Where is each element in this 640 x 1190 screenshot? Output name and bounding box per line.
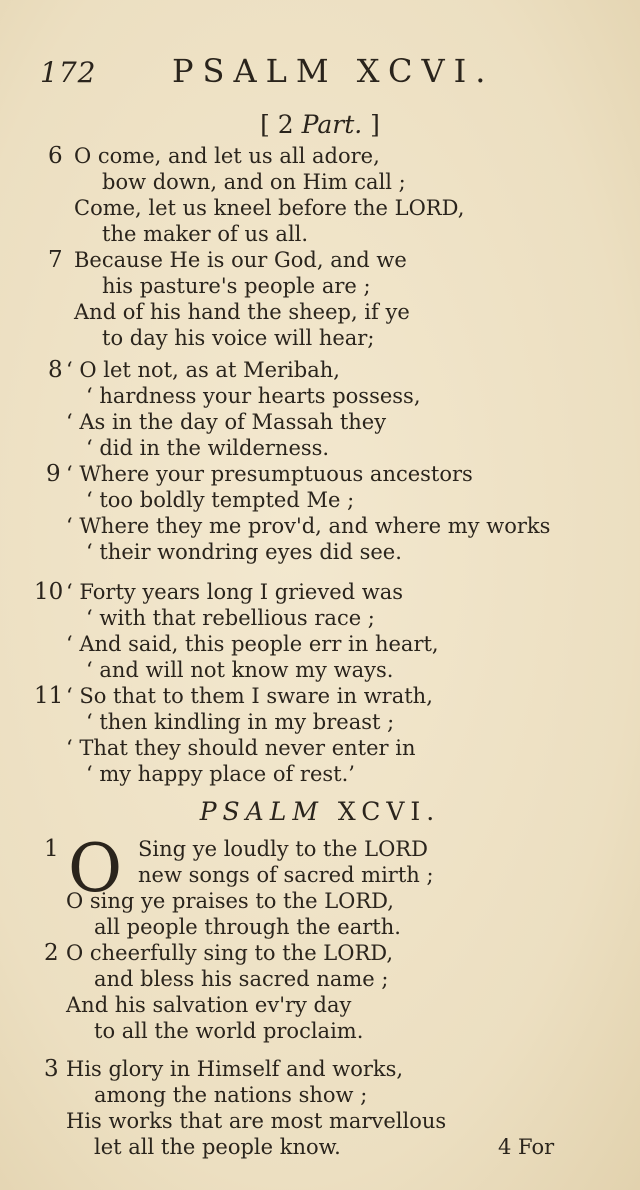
page-number: 172 (40, 56, 97, 89)
verse-line: ‘ As in the day of Massah they (66, 410, 387, 434)
verse-line: His glory in Himself and works, (66, 1057, 404, 1081)
verse-line: ‘ O let not, as at Meribah, (66, 358, 340, 382)
verse-line: all people through the earth. (94, 915, 401, 939)
drop-cap: O (68, 830, 123, 907)
verse-line: ‘ hardness your hearts possess, (86, 384, 421, 408)
verse-number: 9 (46, 461, 61, 487)
verse-line: O sing ye praises to the LORD, (66, 889, 394, 913)
verse-number: 7 (48, 247, 63, 273)
verse-line: ‘ then kindling in my breast ; (86, 710, 395, 734)
verse-line: to all the world proclaim. (94, 1019, 364, 1043)
verse-line: to day his voice will hear; (102, 326, 375, 350)
verse-line: Sing ye loudly to the LORD (138, 837, 428, 861)
verse-line: his pasture's people are ; (102, 274, 371, 298)
verse-line: among the nations show ; (94, 1083, 368, 1107)
verse-line: ‘ That they should never enter in (66, 736, 416, 760)
page-header (0, 52, 640, 96)
verse-line: His works that are most marvellous (66, 1109, 447, 1133)
verse-line: ‘ did in the wilderness. (86, 436, 330, 460)
verse-line: ‘ Where your presumptuous ancestors (66, 462, 473, 486)
catchword: 4 For (498, 1135, 555, 1159)
running-title: PSALM XCVI. (172, 52, 495, 90)
verse-line: Come, let us kneel before the LORD, (74, 196, 465, 220)
verse-line: ‘ And said, this people err in heart, (66, 632, 439, 656)
verse-line: O cheerfully sing to the LORD, (66, 941, 394, 965)
verse-number: 6 (48, 143, 63, 169)
verse-number: 11 (34, 683, 64, 709)
verse-line: ‘ too boldly tempted Me ; (86, 488, 355, 512)
verse-line: ‘ their wondring eyes did see. (86, 540, 402, 564)
verse-line: And his salvation ev'ry day (66, 993, 352, 1017)
verse-number: 10 (34, 579, 64, 605)
verse-line: ‘ Where they me prov'd, and where my works (66, 514, 551, 538)
verse-line: And of his hand the sheep, if ye (74, 300, 410, 324)
verse-line: ‘ and will not know my ways. (86, 658, 394, 682)
psalm-heading: PSALM XCVI. (199, 797, 441, 826)
verse-line: ‘ with that rebellious race ; (86, 606, 375, 630)
verse-line: the maker of us all. (102, 222, 309, 246)
verse-number: 2 (44, 940, 59, 966)
verse-line: ‘ my happy place of rest.’ (86, 762, 355, 786)
verse-line: ‘ Forty years long I grieved was (66, 580, 404, 604)
verse-number: 8 (48, 357, 63, 383)
part-heading: [ 2 Part. ] (260, 110, 380, 139)
verse-line: O come, and let us all adore, (74, 144, 380, 168)
verse-line: ‘ So that to them I sware in wrath, (66, 684, 433, 708)
verse-line: let all the people know. (94, 1135, 341, 1159)
verse-line: new songs of sacred mirth ; (138, 863, 434, 887)
verse-number: 3 (44, 1056, 59, 1082)
verse-line: and bless his sacred name ; (94, 967, 389, 991)
verse-line: Because He is our God, and we (74, 248, 407, 272)
verse-line: bow down, and on Him call ; (102, 170, 406, 194)
verse-number: 1 (44, 836, 59, 862)
